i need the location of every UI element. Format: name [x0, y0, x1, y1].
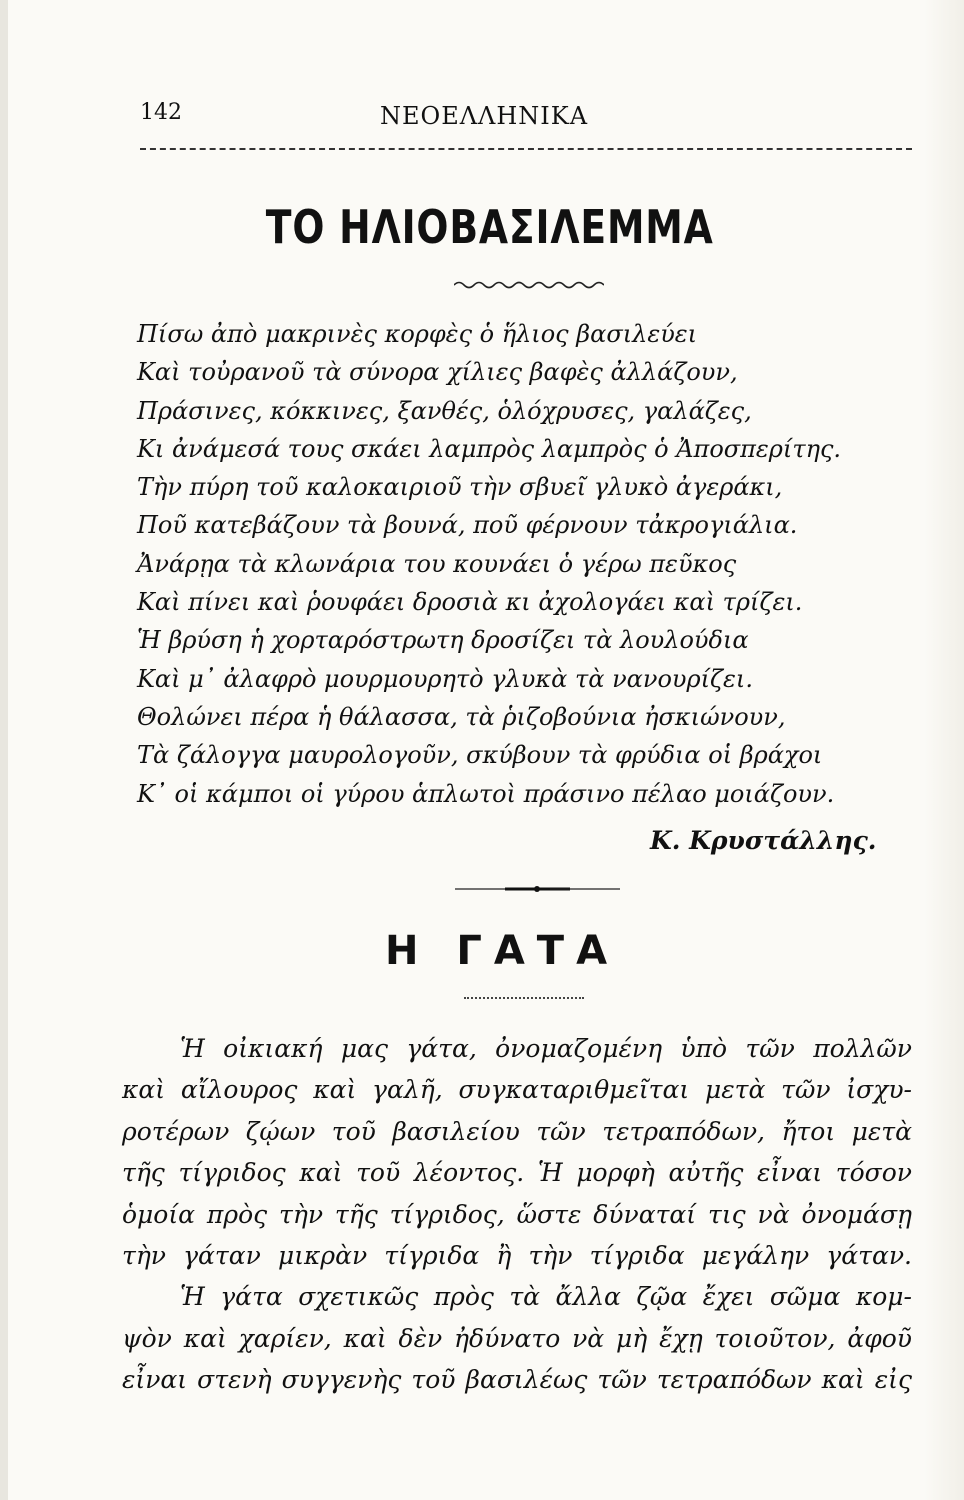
- prose-line: ροτέρων ζῴων τοῦ βασιλείου τῶν τετραπόδων, ἤτοι μετὰ: [122, 1116, 912, 1146]
- poem-line: Ἀνάρῃα τὰ κλωνάρια του κουνάει ὁ γέρω πεῦκος: [137, 549, 737, 578]
- prose-line: Ἡ οἰκιακή μας γάτα, ὀνομαζομένη ὑπὸ τῶν πολλῶν: [180, 1034, 912, 1063]
- poem-line: Κ᾽ οἱ κάμποι οἱ γύρου ἁπλωτοὶ πράσινο πέλαο μοιάζουν.: [137, 779, 835, 808]
- prose-body: [122, 1028, 912, 1401]
- poem-line: Τὴν πύρη τοῦ καλοκαιριοῦ τὴν σβυεῖ γλυκὸ ἀγεράκι,: [137, 473, 783, 502]
- page-header: [140, 100, 910, 136]
- running-title: ΝΕΟΕΛΛΗΝΙΚΑ: [380, 102, 589, 130]
- prose-line: τὴν γάταν μικρὰν τίγριδα ἢ τὴν τίγριδα μεγάλην γάταν.: [122, 1240, 912, 1270]
- section-rule: [464, 997, 584, 999]
- poem-title: ΤΟ ΗΛΙΟΒΑΣΙΛΕΜΜΑ: [265, 200, 714, 254]
- prose-line: τῆς τίγριδος καὶ τοῦ λέοντος. Ἡ μορφὴ αὐτῆς εἶναι τόσον: [122, 1158, 912, 1188]
- prose-line: ὁμοία πρὸς τὴν τῆς τίγριδος, ὥστε δύναταί τις νὰ ὀνομάσῃ: [122, 1199, 912, 1229]
- poem-line: Πίσω ἀπὸ μακρινὲς κορφὲς ὁ ἥλιος βασιλεύει: [137, 320, 698, 348]
- poem-line: Καὶ πίνει καὶ ῥουφάει δροσιὰ κι ἀχολογάει καὶ τρίζει.: [137, 588, 803, 617]
- poem-body: [137, 315, 857, 813]
- poem-line: Καὶ τοὐρανοῦ τὰ σύνορα χίλιες βαφὲς ἀλλάζουν,: [137, 358, 738, 387]
- section-title: Η ΓΑΤΑ: [384, 928, 620, 974]
- prose-line: καὶ αἴλουρος καὶ γαλῆ, συγκαταριθμεῖται μετὰ τῶν ἰσχυ-: [122, 1075, 912, 1105]
- header-rule: [140, 148, 912, 150]
- poem-line: Ποῦ κατεβάζουν τὰ βουνά, ποῦ φέρνουν τἀκρογιάλια.: [137, 511, 798, 540]
- poem-line: Ἡ βρύση ἡ χορταρόστρωτη δροσίζει τὰ λουλούδια: [137, 626, 749, 655]
- poem-line: Καὶ μ᾽ ἀλαφρὸ μουρμουρητὸ γλυκὰ τὰ νανουρίζει.: [137, 664, 753, 693]
- poem-author: Κ. Κρυστάλλης.: [650, 826, 877, 855]
- prose-line: Ἡ γάτα σχετικῶς πρὸς τὰ ἄλλα ζῷα ἔχει σῶμα κομ-: [180, 1282, 912, 1312]
- title-ornament: [454, 278, 604, 292]
- poem-line: Κι ἀνάμεσά τους σκάει λαμπρὸς λαμπρὸς ὁ Ἀποσπερίτης.: [137, 434, 842, 463]
- prose-line: εἶναι στενὴ συγγενὴς τοῦ βασιλέως τῶν τετραπόδων καὶ εἰς: [122, 1365, 912, 1395]
- page-shadow: [924, 0, 964, 1500]
- prose-line: ψὸν καὶ χαρίεν, καὶ δὲν ἠδύνατο νὰ μὴ ἔχῃ τοιοῦτον, ἀφοῦ: [122, 1323, 912, 1353]
- poem-line: Θολώνει πέρα ἡ θάλασσα, τὰ ῥιζοβούνια ἠσκιώνουν,: [137, 702, 786, 731]
- poem-line: Πράσινες, κόκκινες, ξανθές, ὁλόχρυσες, γαλάζες,: [137, 396, 752, 425]
- poem-line: Τὰ ζάλογγα μαυρολογοῦν, σκύβουν τὰ φρύδια οἱ βράχοι: [137, 741, 823, 770]
- section-divider: [455, 884, 620, 894]
- page-edge: [0, 0, 8, 1500]
- page-number: 142: [140, 100, 182, 125]
